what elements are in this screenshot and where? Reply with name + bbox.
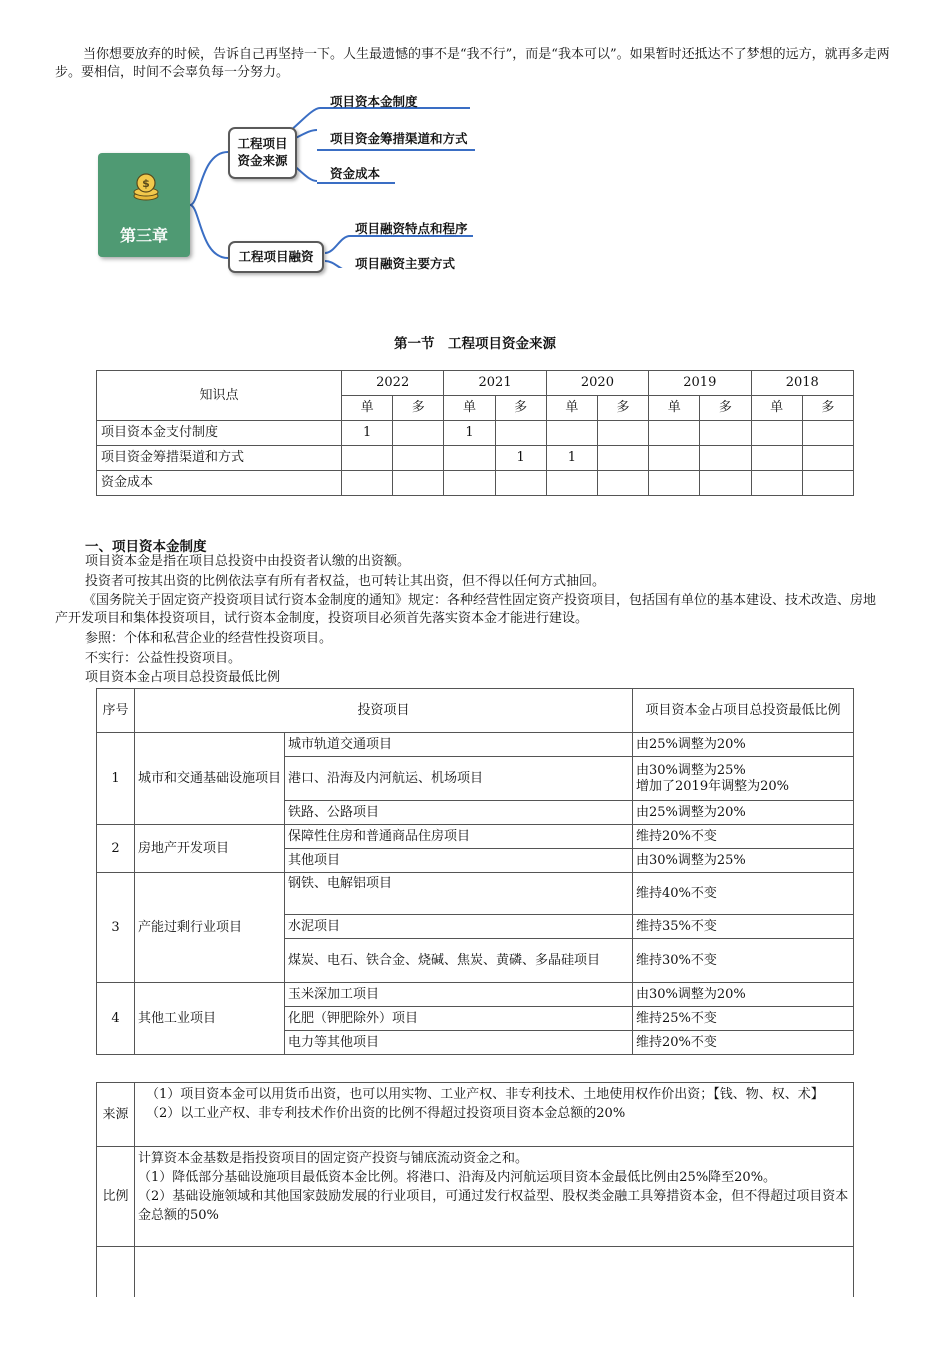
table-cell [444,446,495,471]
group-no: 2 [97,825,135,873]
notes-label: 比例 [97,1147,135,1247]
ratio-value: 维持20%不变 [633,1031,854,1055]
multi-choice-header: 多 [495,396,546,421]
multi-choice-header: 多 [802,396,853,421]
branch-label-line1: 工程项目 [237,136,288,151]
notes-content [135,1083,854,1147]
ratio-value: 由30%调整为25% [633,849,854,873]
project-item: 煤炭、电石、铁合金、烧碱、焦炭、黄磷、多晶硅项目 [285,939,633,983]
group-no: 4 [97,983,135,1055]
ratio-value: 维持35%不变 [633,915,854,939]
table-cell [393,421,444,446]
ratio-value: 由25%调整为20% [633,801,854,825]
ratio-value: 由25%调整为20% [633,733,854,757]
multi-choice-header: 多 [597,396,648,421]
table-cell [649,421,700,446]
table-cell [597,421,648,446]
notes-content [135,1147,854,1247]
section-heading: 一、项目资本金制度 [85,539,207,555]
ratio-value [633,757,854,801]
table-cell [802,471,853,496]
single-choice-header: 单 [649,396,700,421]
body-line: 不实行：公益性投资项目。 [85,651,242,666]
table-row [97,446,854,471]
project-item: 电力等其他项目 [285,1031,633,1055]
header-ratio: 项目资本金占项目总投资最低比例 [633,689,854,733]
table-cell: 1 [495,446,546,471]
project-item: 港口、沿海及内河航运、机场项目 [285,757,633,801]
notes-line: 计算资本金基数是指投资项目的固定资产投资与铺底流动资金之和。 [138,1151,529,1166]
table-cell [342,471,393,496]
group-name: 其他工业项目 [135,983,285,1055]
table-row [97,421,854,446]
chapter-title: 第三章 [119,226,168,245]
branch-node-funding-sources [228,127,297,179]
header-project: 投资项目 [135,689,633,733]
single-choice-header: 单 [546,396,597,421]
table-cell [597,446,648,471]
row-label: 资金成本 [97,471,342,496]
table-cell: 1 [444,421,495,446]
table-cell [546,471,597,496]
leaf-capital-cost: 资金成本 [330,166,381,181]
body-line: 参照：个体和私营企业的经营性投资项目。 [85,631,333,646]
empty-cell [97,1247,135,1297]
table-cell [700,421,751,446]
leaf-financing-features: 项目融资特点和程序 [355,221,468,236]
project-item: 水泥项目 [285,915,633,939]
project-item: 玉米深加工项目 [285,983,633,1007]
table-cell [751,471,802,496]
ratio-line: 增加了2019年调整为20% [636,778,789,794]
body-line: 项目资本金占项目总投资最低比例 [85,670,281,685]
notes-line: （1）降低部分基础设施项目最低资本金比例。将港口、沿海及内河航运项目资本金最低比例由25%降至20%。 [138,1170,777,1185]
corner-header: 知识点 [97,371,342,421]
header-no: 序号 [97,689,135,733]
single-choice-header: 单 [751,396,802,421]
intro-paragraph: 当你想要放弃的时候，告诉自己再坚持一下。人生最遗憾的事不是“我不行”，而是“我本可以”。如果暂时还抵达不了梦想的远方，就再多走两步。要相信，时间不会辜负每一分努力。 [55,47,890,80]
table-cell [751,421,802,446]
leaf-financing-channels: 项目资金筹措渠道和方式 [330,131,468,146]
row-label: 项目资金筹措渠道和方式 [97,446,342,471]
table-cell [802,421,853,446]
ratio-value: 维持25%不变 [633,1007,854,1031]
notes-line: （2）基础设施领域和其他国家鼓励发展的行业项目，可通过发行权益型、股权类金融工具筹措资本金，但不得超过项目资本金总额的50% [138,1189,849,1223]
table-cell [342,446,393,471]
body-line: 投资者可按其出资的比例依法享有所有者权益，也可转让其出资，但不得以任何方式抽回。 [85,574,606,589]
multi-choice-header: 多 [700,396,751,421]
leaf-financing-modes: 项目融资主要方式 [355,256,456,271]
group-name: 城市和交通基础设施项目 [135,733,285,825]
capital-ratio-table [96,688,854,1055]
table-cell [393,446,444,471]
ratio-value: 维持40%不变 [633,873,854,915]
group-no: 3 [97,873,135,983]
year-header: 2021 [444,371,546,396]
table-cell [649,471,700,496]
table-cell [444,471,495,496]
project-item: 铁路、公路项目 [285,801,633,825]
project-item: 其他项目 [285,849,633,873]
ratio-value: 维持20%不变 [633,825,854,849]
project-item: 城市轨道交通项目 [285,733,633,757]
year-header: 2018 [751,371,854,396]
empty-cell [135,1247,854,1297]
svg-text:$: $ [142,177,150,190]
capital-notes-table [96,1082,854,1297]
group-name: 房地产开发项目 [135,825,285,873]
notes-line: （2）以工业产权、非专利技术作价出资的比例不得超过投资项目资本金总额的20% [146,1106,626,1121]
body-paragraph: 《国务院关于固定资产投资项目试行资本金制度的通知》规定：各种经营性固定资产投资项目，包括国有单位的基本建设、技术改造、房地产开发项目和集体投资项目，试行资本金制度，投资项目必须首先落实资本金才能进行建设。 [55,593,877,626]
group-name: 产能过剩行业项目 [135,873,285,983]
year-header: 2020 [546,371,648,396]
notes-label: 来源 [97,1083,135,1147]
chapter-node [98,153,190,257]
row-label: 项目资本金支付制度 [97,421,342,446]
table-cell [802,446,853,471]
table-row [97,471,854,496]
table-cell [649,446,700,471]
ratio-value: 由30%调整为20% [633,983,854,1007]
single-choice-header: 单 [444,396,495,421]
table-cell [393,471,444,496]
project-item: 钢铁、电解铝项目 [285,873,633,915]
exam-frequency-table [96,370,854,496]
group-no: 1 [97,733,135,825]
body-line: 项目资本金是指在项目总投资中由投资者认缴的出资额。 [85,554,411,569]
coin-stack-icon [131,172,161,202]
table-cell [495,471,546,496]
table-cell [546,421,597,446]
single-choice-header: 单 [342,396,393,421]
notes-line: （1）项目资本金可以用货币出资，也可以用实物、工业产权、非专利技术、土地使用权作价出资；【钱、物、权、术】 [146,1087,824,1102]
section-title: 第一节 工程项目资金来源 [394,336,556,352]
branch-label-line2: 资金来源 [237,153,288,168]
table-cell: 1 [546,446,597,471]
project-item: 化肥（钾肥除外）项目 [285,1007,633,1031]
ratio-line: 由30%调整为25% [636,762,746,778]
table-cell: 1 [342,421,393,446]
year-header: 2022 [342,371,444,396]
table-cell [700,471,751,496]
multi-choice-header: 多 [393,396,444,421]
table-cell [751,446,802,471]
table-cell [597,471,648,496]
table-cell [495,421,546,446]
leaf-capital-system: 项目资本金制度 [330,94,418,109]
year-header: 2019 [649,371,751,396]
chapter-mindmap [95,88,495,271]
ratio-value: 维持30%不变 [633,939,854,983]
project-item: 保障性住房和普通商品住房项目 [285,825,633,849]
table-cell [700,446,751,471]
branch-node-project-financing: 工程项目融资 [228,241,324,273]
